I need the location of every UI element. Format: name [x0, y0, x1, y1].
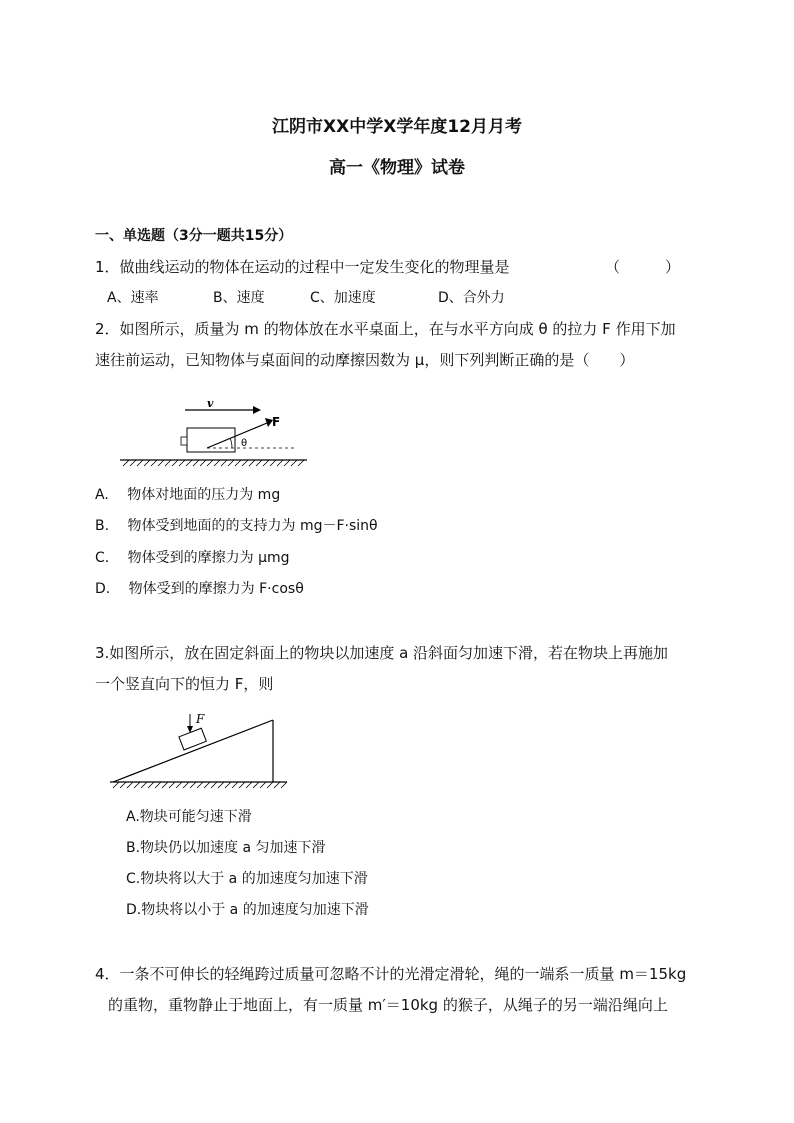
q2-stem-line1: 2．如图所示，质量为 m 的物体放在水平桌面上，在与水平方向成 θ 的拉力 F 作用下加 [95, 320, 676, 338]
q1-answer-bracket: （ ） [605, 258, 681, 276]
q4-stem-line1: 4．一条不可伸长的轻绳跨过质量可忽略不计的光滑定滑轮，绳的一端系一质量 m＝15kg [95, 965, 687, 983]
q3-figure [105, 710, 295, 790]
q2-option-c: C. 物体受到的摩擦力为 μmg [95, 550, 290, 566]
velocity-label: v [207, 397, 214, 410]
incline-block [179, 728, 206, 750]
incline-ground-hatching [113, 782, 287, 788]
q2-figure [115, 390, 315, 470]
section-heading: 一、单选题（3分一题共15分） [95, 228, 293, 244]
q1-option-b: B、速度 [213, 290, 265, 306]
q3-option-a: A.物块可能匀速下滑 [126, 809, 252, 825]
q1-stem: 1．做曲线运动的物体在运动的过程中一定发生变化的物理量是 [95, 258, 510, 276]
vertical-force-label: F [196, 712, 205, 726]
q1-option-a: A、速率 [107, 290, 159, 306]
angle-label: θ [241, 438, 248, 449]
force-label: F [272, 415, 281, 429]
q2-option-d: D. 物体受到的摩擦力为 F·cosθ [95, 581, 304, 597]
q4-stem-line2: 的重物，重物静止于地面上，有一质量 m′＝10kg 的猴子，从绳子的另一端沿绳向上 [108, 996, 668, 1014]
block-hook [181, 437, 187, 445]
q3-stem-line2: 一个竖直向下的恒力 F，则 [95, 675, 274, 693]
q2-stem-line2: 速往前运动，已知物体与桌面间的动摩擦因数为 μ，则下列判断正确的是（ ） [95, 351, 635, 369]
incline-surface [113, 720, 273, 782]
q3-stem-line1: 3.如图所示，放在固定斜面上的物块以加速度 a 沿斜面匀加速下滑，若在物块上再施加 [95, 644, 669, 662]
q3-option-c: C.物块将以大于 a 的加速度匀加速下滑 [126, 871, 368, 887]
exam-title: 江阴市XX中学X学年度12月月考 [272, 117, 522, 137]
velocity-arrowhead [253, 406, 261, 414]
q3-option-d: D.物块将以小于 a 的加速度匀加速下滑 [126, 902, 369, 918]
exam-subtitle: 高一《物理》试卷 [329, 158, 465, 178]
q3-option-b: B.物块仍以加速度 a 匀加速下滑 [126, 840, 326, 856]
q2-option-a: A. 物体对地面的压力为 mg [95, 487, 281, 503]
q1-option-d: D、合外力 [438, 290, 505, 306]
ground-hatching [123, 460, 304, 466]
q1-option-c: C、加速度 [310, 290, 376, 306]
q2-option-b: B. 物体受到地面的的支持力为 mg－F·sinθ [95, 518, 378, 534]
